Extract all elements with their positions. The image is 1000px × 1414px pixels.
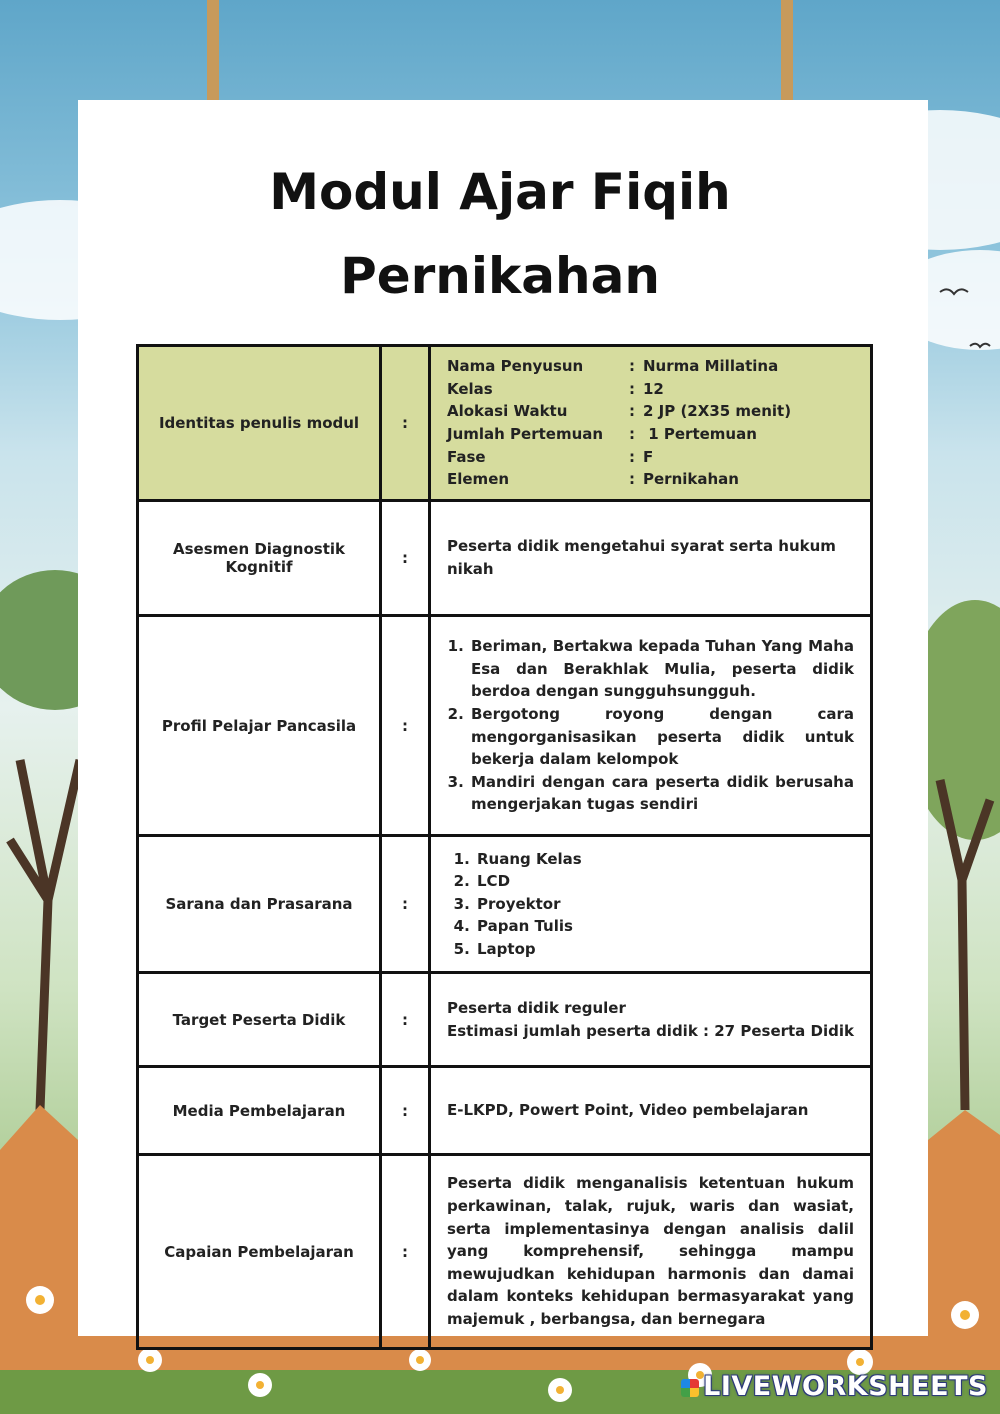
row-label: Target Peserta Didik (138, 973, 381, 1067)
field-alokasi: Alokasi Waktu : 2 JP (2X35 menit) (447, 402, 792, 421)
liveworksheets-icon (681, 1379, 699, 1397)
row-separator: : (381, 616, 430, 836)
field-kelas: Kelas : 12 (447, 379, 664, 398)
row-value: Peserta didik reguler Estimasi jumlah peserta didik : 27 Peserta Didik (430, 973, 872, 1067)
row-value: Peserta didik menganalisis ketentuan hukum perkawinan, talak, rujuk, waris dan wasiat, serta implementasinya dengan analisis dalil yang komprehensif, sehingga mampu mewujudkan kehidupan harmonis dan damai dalam konteks kehidupan bermasyarakat yang majemuk , berbangsa, dan bernegara (430, 1155, 872, 1349)
title-line-2: Pernikahan (340, 247, 660, 305)
profil-list (447, 635, 854, 816)
list-item: 1. Ruang Kelas (475, 848, 854, 871)
row-separator: : (381, 1155, 430, 1349)
row-label: Capaian Pembelajaran (138, 1155, 381, 1349)
identitas-fields (430, 346, 872, 501)
row-label: Identitas penulis modul (138, 346, 381, 501)
table-row-profil (138, 616, 872, 836)
field-elemen: Elemen : Pernikahan (447, 470, 739, 489)
hanging-ropes (207, 0, 793, 102)
field-nama: Nama Penyusun : Nurma Millatina (447, 357, 779, 376)
list-item: 4. Papan Tulis (475, 915, 854, 938)
table-row-capaian (138, 1155, 872, 1349)
list-item: 2. LCD (475, 870, 854, 893)
row-label: Profil Pelajar Pancasila (138, 616, 381, 836)
list-item: 2. Bergotong royong dengan cara mengorganisasikan peserta didik untuk bekerja dalam kelompok (469, 703, 854, 771)
list-item: 5. Laptop (475, 938, 854, 961)
row-label: Media Pembelajaran (138, 1067, 381, 1155)
row-separator: : (381, 346, 430, 501)
row-separator: : (381, 973, 430, 1067)
row-separator: : (381, 501, 430, 616)
table-row-asesmen (138, 501, 872, 616)
liveworksheets-logo: LIVEWORKSHEETS (681, 1371, 988, 1402)
table-row-sarana (138, 836, 872, 973)
field-jumlah: Jumlah Pertemuan : 1 Pertemuan (447, 425, 757, 443)
module-table (136, 344, 873, 1350)
row-separator: : (381, 1067, 430, 1155)
field-fase: Fase : F (447, 447, 654, 466)
row-value: E-LKPD, Powert Point, Video pembelajaran (430, 1067, 872, 1155)
sarana-list (447, 848, 854, 961)
table-row-identitas (138, 346, 872, 501)
row-label: Asesmen Diagnostik Kognitif (138, 501, 381, 616)
list-item: 3. Mandiri dengan cara peserta didik berusaha mengerjakan tugas sendiri (469, 771, 854, 816)
row-value (430, 616, 872, 836)
title-line-1: Modul Ajar Fiqih (269, 163, 731, 221)
row-value: Peserta didik mengetahui syarat serta hukum nikah (430, 501, 872, 616)
row-value (430, 836, 872, 973)
row-label: Sarana dan Prasarana (138, 836, 381, 973)
table-row-target (138, 973, 872, 1067)
row-separator: : (381, 836, 430, 973)
table-row-media (138, 1067, 872, 1155)
list-item: 3. Proyektor (475, 893, 854, 916)
list-item: 1. Beriman, Bertakwa kepada Tuhan Yang Maha Esa dan Berakhlak Mulia, peserta didik berdoa dengan sungguhsungguh. (469, 635, 854, 703)
page-title (0, 150, 1000, 318)
